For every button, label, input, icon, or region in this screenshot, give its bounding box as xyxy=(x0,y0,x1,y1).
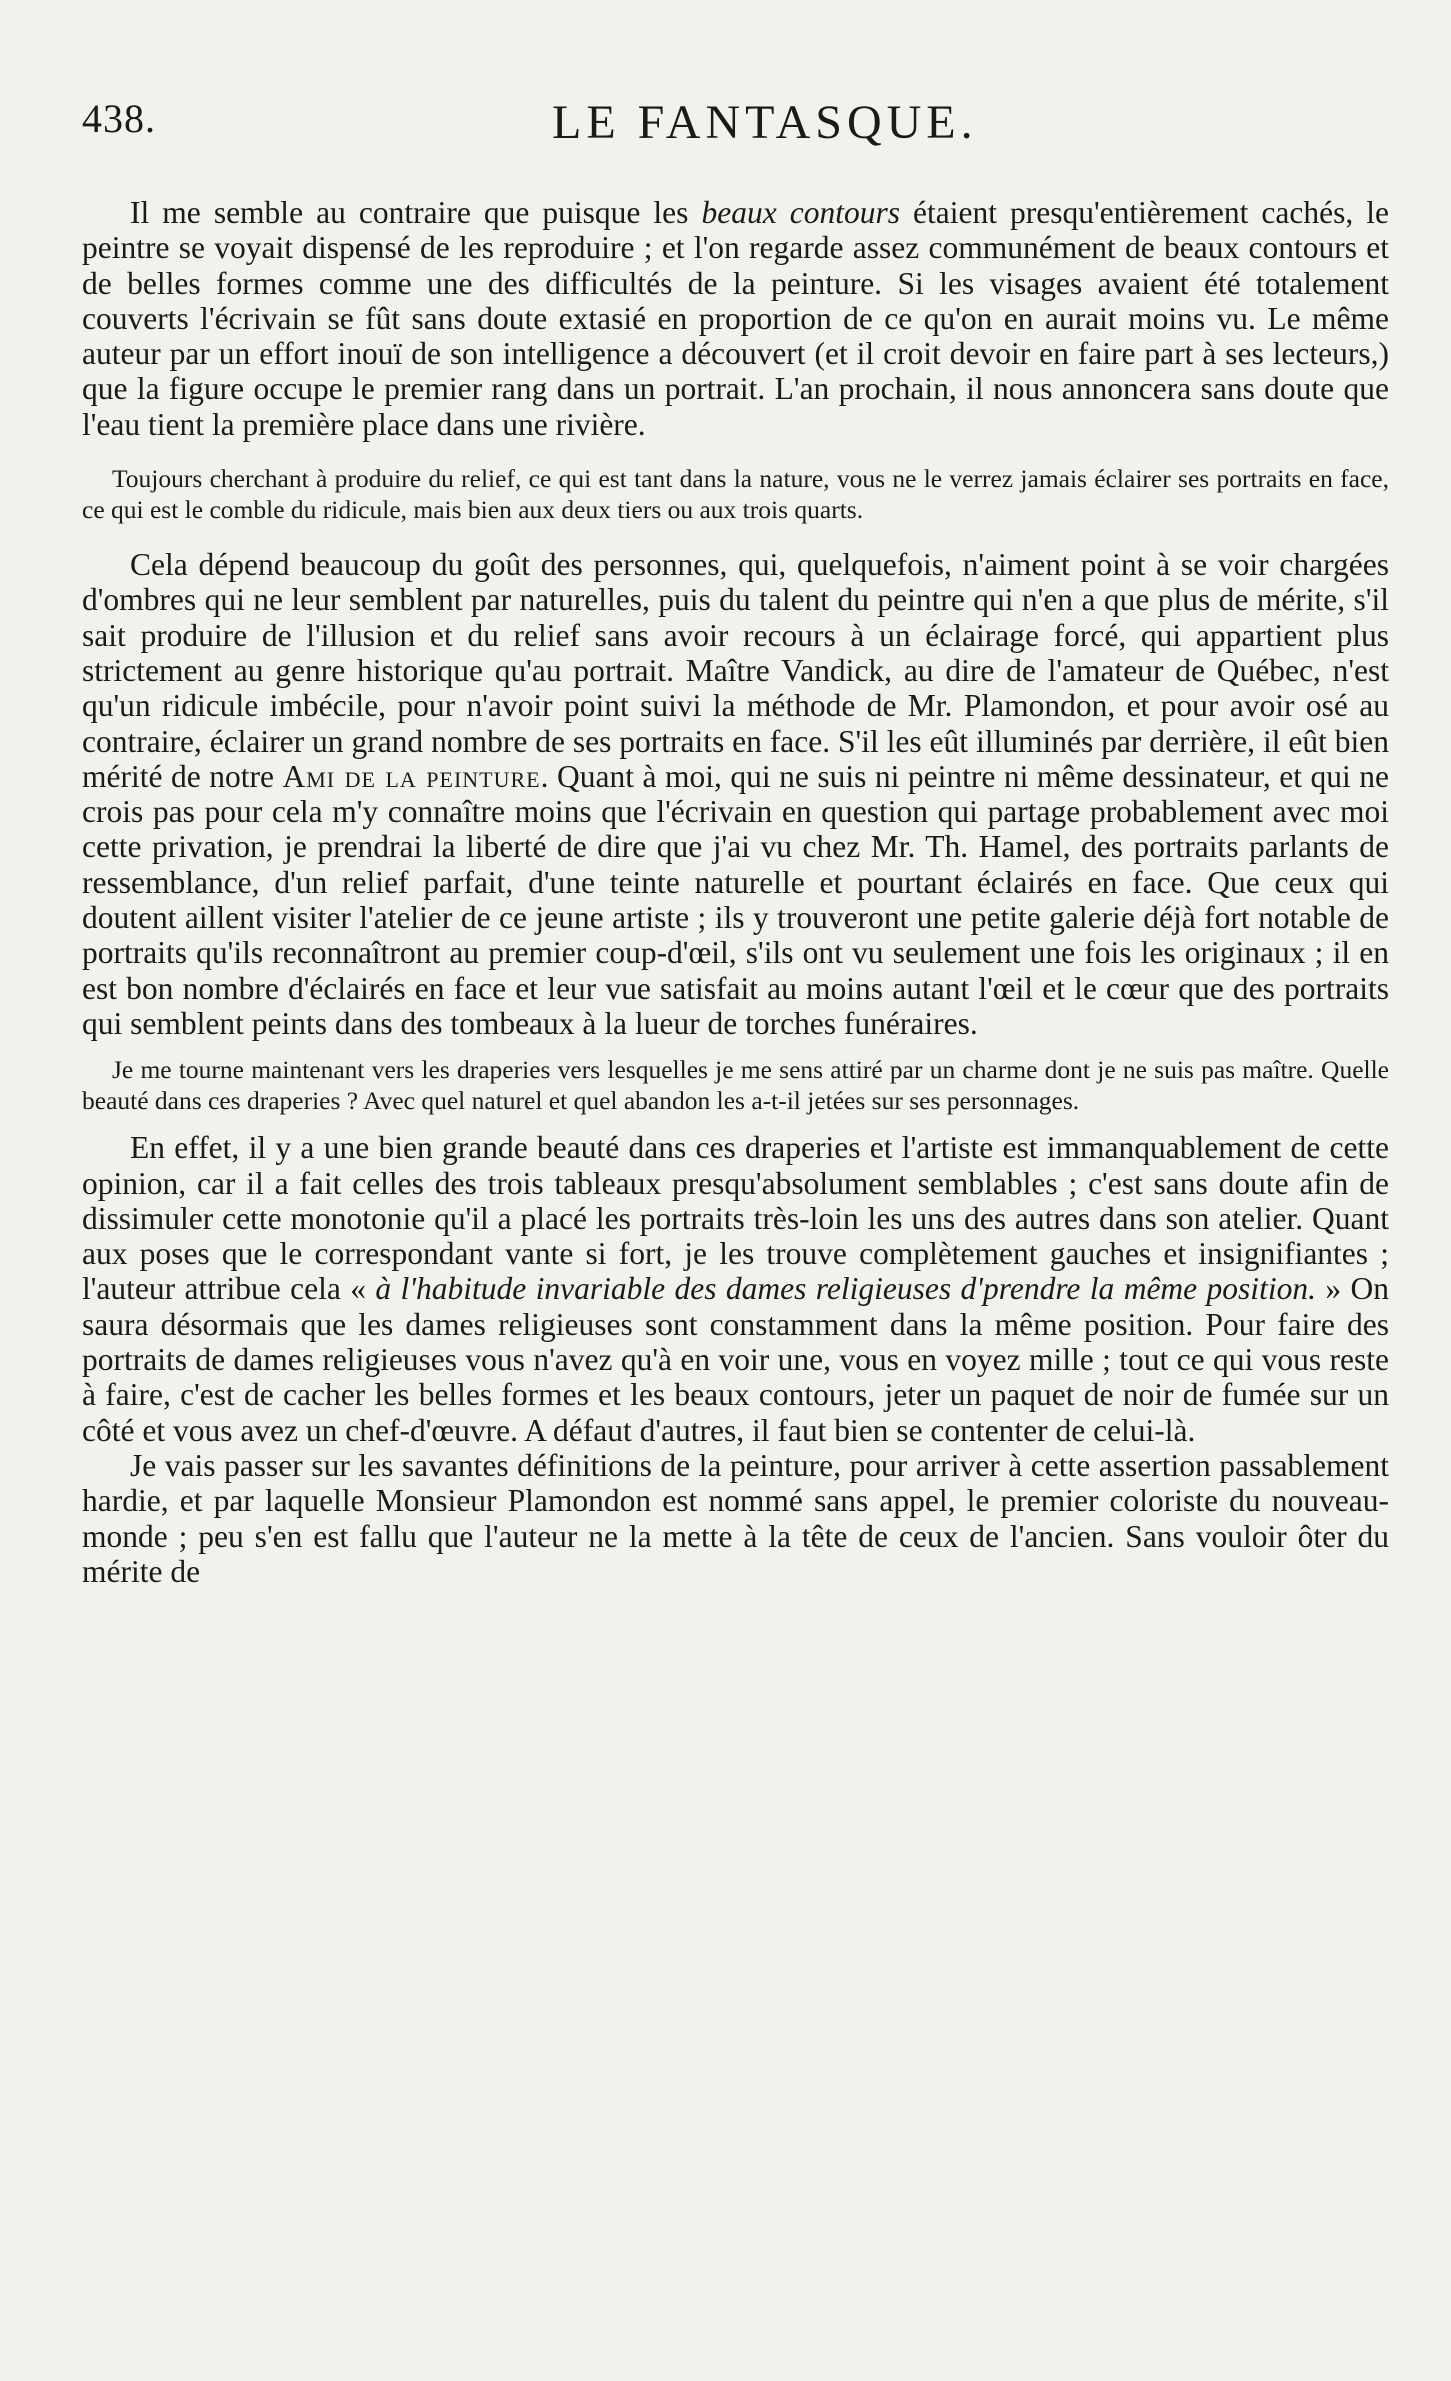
paragraph-3-smallcaps: Ami de la peinture xyxy=(282,758,541,794)
paragraph-5-text-a: En effet, il y a une bien grande beauté dans ces draperies et l'artiste est immanquablement de cette opinion, car il a fait celles des trois tableaux presqu'absolument semblables ; c'est sans doute afin de dissimuler cette monotonie qu'il a placé les portraits très-loin les uns des autres dans son atelier. Quant aux poses que le correspondant vante si fort, je les trouve complètement gauches et insignifiantes ; l'auteur attribue cela « xyxy=(82,1130,1389,1307)
paragraph-4-quote: Je me tourne maintenant vers les draperies vers lesquelles je me sens attiré par un charme dont je ne suis pas maître. Quelle beauté dans ces draperies ? Avec quel naturel et quel abandon les a-t-il jetées sur ses personnages. xyxy=(82,1055,1389,1115)
paragraph-5-text-b: » On saura désormais que les dames religieuses sont constamment dans la même position. Pour faire des portraits de dames religieuses vous n'avez qu'à en voir une, vous en voyez mille ; tout ce qui vous reste à faire, c'est de cacher les belles formes et les beaux contours, jeter un paquet de noir de fumée sur un côté et vous avez un chef-d'œuvre. A défaut d'autres, il faut bien se contenter de celui-là. xyxy=(82,1271,1389,1448)
paragraph-3 xyxy=(82,547,1389,1041)
paragraph-1-text-b: étaient presqu'entièrement cachés, le peintre se voyait dispensé de les reproduire ; et l'on regarde assez communément de beaux contours et de belles formes comme une des difficultés de la peinture. Si les visages avaient été totalement couverts l'écrivain se fût sans doute extasié en proportion de ce qu'on en aurait moins vu. Le même auteur par un effort inouï de son intelligence a découvert (et il croit devoir en faire part à ses lecteurs,) que la figure occupe le premier rang dans un portrait. L'an prochain, il nous annoncera sans doute que l'eau tient la première place dans une rivière. xyxy=(82,195,1389,442)
paragraph-5 xyxy=(82,1130,1389,1448)
running-title: LE FANTASQUE. xyxy=(552,96,978,149)
paragraph-3-text-a: Cela dépend beaucoup du goût des personnes, qui, quelquefois, n'aiment point à se voir chargées d'ombres qui ne leur semblent par naturelles, puis du talent du peintre qui n'en a que plus de mérite, s'il sait produire de l'illusion et du relief sans avoir recours à un éclairage forcé, qui appartient plus strictement au genre historique qu'au portrait. Maître Vandick, au dire de l'amateur de Québec, n'est qu'un ridicule imbécile, pour n'avoir point suivi la méthode de Mr. Plamondon, et pour avoir osé au contraire, éclairer un grand nombre de ses portraits en face. S'il les eût illuminés par derrière, il eût bien mérité de notre xyxy=(82,547,1389,794)
paragraph-1-text-a: Il me semble au contraire que puisque les xyxy=(130,195,702,230)
page-number: 438. xyxy=(82,96,156,141)
text-body xyxy=(82,195,1389,1589)
paragraph-1 xyxy=(82,195,1389,442)
paragraph-3-text-b: . Quant à moi, qui ne suis ni peintre ni même dessinateur, et qui ne crois pas pour cela m'y connaître moins que l'écrivain en question qui partage probablement avec moi cette privation, je prendrai la liberté de dire que j'ai vu chez Mr. Th. Hamel, des portraits parlants de ressemblance, d'un relief parfait, d'une teinte naturelle et pourtant éclairés en face. Que ceux qui doutent aillent visiter l'atelier de ce jeune artiste ; ils y trouveront une petite galerie déjà fort notable de portraits qu'ils reconnaîtront au premier coup-d'œil, s'ils ont vu seulement une fois les originaux ; il en est bon nombre d'éclairés en face et leur vue satisfait au moins autant l'œil et le cœur que des portraits qui semblent peints dans des tombeaux à la lueur de torches funéraires. xyxy=(82,758,1389,1041)
paragraph-2-quote: Toujours cherchant à produire du relief, ce qui est tant dans la nature, vous ne le verrez jamais éclairer ses portraits en face, ce qui est le comble du ridicule, mais bien aux deux tiers ou aux trois quarts. xyxy=(82,464,1389,524)
paragraph-1-italic: beaux contours xyxy=(701,195,900,230)
page-header xyxy=(82,95,1389,165)
paragraph-6: Je vais passer sur les savantes définitions de la peinture, pour arriver à cette assertion passablement hardie, et par laquelle Monsieur Plamondon est nommé sans appel, le premier coloriste du nouveau-monde ; peu s'en est fallu que l'auteur ne la mette à la tête de ceux de l'ancien. Sans vouloir ôter du mérite de xyxy=(82,1447,1389,1589)
paragraph-5-italic: à l'habitude invariable des dames religieuses d'prendre la même position. xyxy=(375,1271,1316,1307)
